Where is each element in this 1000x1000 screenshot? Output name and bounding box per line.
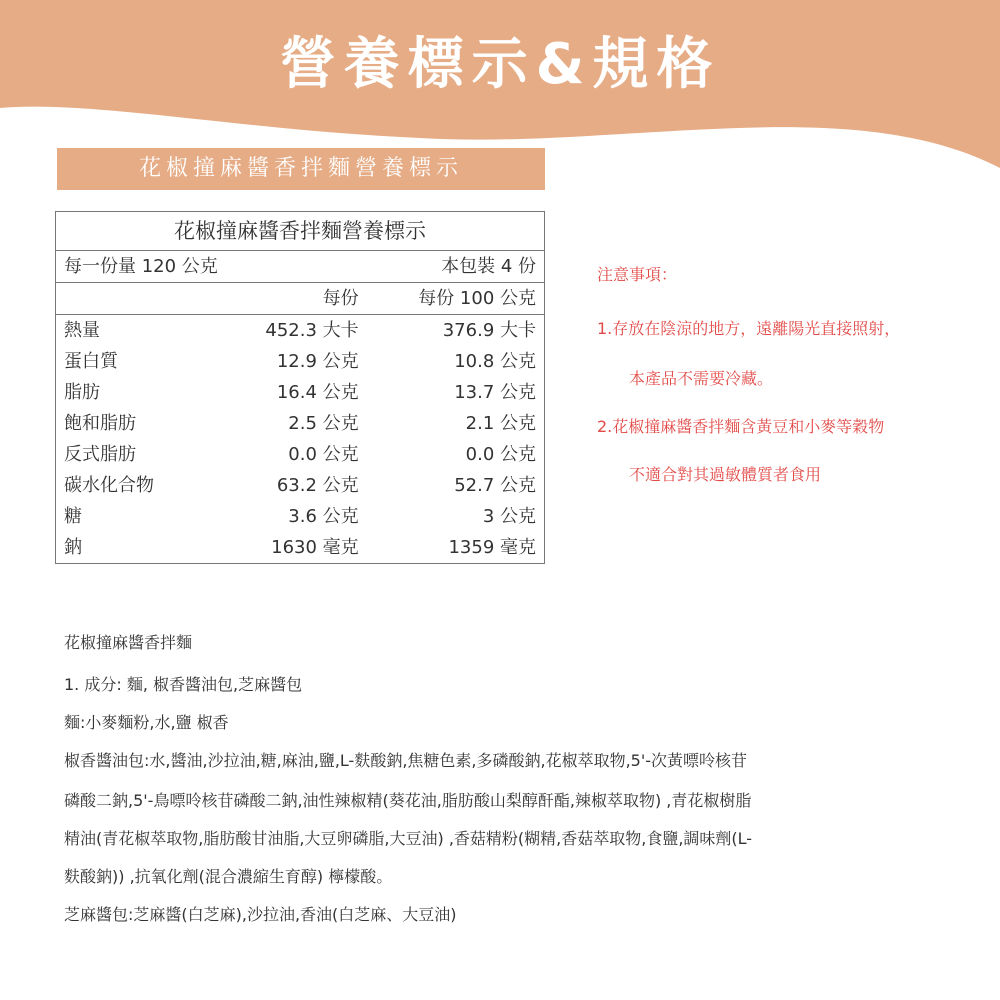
col-per-100g: 每份 100 公克 [367,283,545,315]
ingredient-line: 精油(青花椒萃取物,脂肪酸甘油脂,大豆卵磷脂,大豆油) ,香菇精粉(糊精,香菇萃取物,食鹽,調味劑(L- [64,829,753,848]
nutrient-name: 反式脂肪 [64,444,136,465]
nutrient-name: 飽和脂肪 [64,413,136,434]
per-100g-value: 13.7 公克 [454,382,536,403]
col-per-serving: 每份 [222,283,367,315]
per-100g-value: 1359 毫克 [448,537,536,558]
note-line: 2.花椒撞麻醬香拌麵含黃豆和小麥等穀物 [597,417,885,436]
per-serving-value: 2.5 公克 [288,413,359,434]
table-row [56,377,545,408]
per-serving-value: 63.2 公克 [276,475,359,496]
per-100g-value: 2.1 公克 [465,413,536,434]
servings-per-package: 本包裝 4 份 [367,251,545,283]
table-row [56,470,545,501]
notes-title: 注意事項： [597,265,678,284]
nutrient-name: 鈉 [64,537,82,558]
per-serving-value: 452.3 大卡 [265,320,359,341]
per-serving-value: 0.0 公克 [288,444,359,465]
per-100g-value: 52.7 公克 [454,475,536,496]
nutrient-name: 碳水化合物 [64,475,154,496]
section-heading: 花椒撞麻醬香拌麵營養標示 [57,148,545,190]
serving-size: 每一份量 120 公克 [56,251,367,283]
nutrient-name: 脂肪 [64,382,100,403]
ingredient-line: 芝麻醬包:芝麻醬(白芝麻),沙拉油,香油(白芝麻、大豆油) [64,905,457,924]
nutrient-name: 熱量 [64,320,100,341]
table-row [56,346,545,377]
per-100g-value: 376.9 大卡 [442,320,536,341]
ingredient-line: 1. 成分: 麵, 椒香醬油包,芝麻醬包 [64,675,303,694]
per-100g-value: 3 公克 [482,506,536,527]
table-row [56,439,545,470]
product-name: 花椒撞麻醬香拌麵 [64,633,193,652]
table-row [56,408,545,439]
per-serving-value: 1630 毫克 [271,537,359,558]
per-100g-value: 0.0 公克 [465,444,536,465]
nutrient-name: 糖 [64,506,82,527]
nutrient-name: 蛋白質 [64,351,118,372]
ingredient-line: 椒香醬油包:水,醬油,沙拉油,糖,麻油,鹽,L-麩酸鈉,焦糖色素,多磷酸鈉,花椒萃取物,5'-次黃嘌呤核苷 [64,751,748,770]
per-100g-value: 10.8 公克 [454,351,536,372]
note-line: 不適合對其過敏體質者食用 [629,465,822,484]
table-row [56,501,545,532]
table-row [56,532,545,564]
header-blank [56,283,223,315]
note-line: 本產品不需要冷藏。 [629,369,774,388]
ingredient-line: 磷酸二鈉,5'-鳥嘌呤核苷磷酸二鈉,油性辣椒精(葵花油,脂肪酸山梨醇酐酯,辣椒萃取物) ,青花椒樹脂 [64,791,752,810]
per-serving-value: 12.9 公克 [276,351,359,372]
note-line: 1.存放在陰涼的地方，遠離陽光直接照射， [597,319,901,338]
ingredient-line: 麵:小麥麵粉,水,鹽 椒香 [64,713,229,732]
ingredient-line: 麩酸鈉)) ,抗氧化劑(混合濃縮生育醇) 檸檬酸。 [64,867,393,886]
page-title: 營養標示&規格 [279,32,721,97]
nutrition-table-title: 花椒撞麻醬香拌麵營養標示 [56,212,545,251]
per-serving-value: 3.6 公克 [288,506,359,527]
nutrition-table [55,211,545,564]
table-row [56,315,545,347]
per-serving-value: 16.4 公克 [276,382,359,403]
